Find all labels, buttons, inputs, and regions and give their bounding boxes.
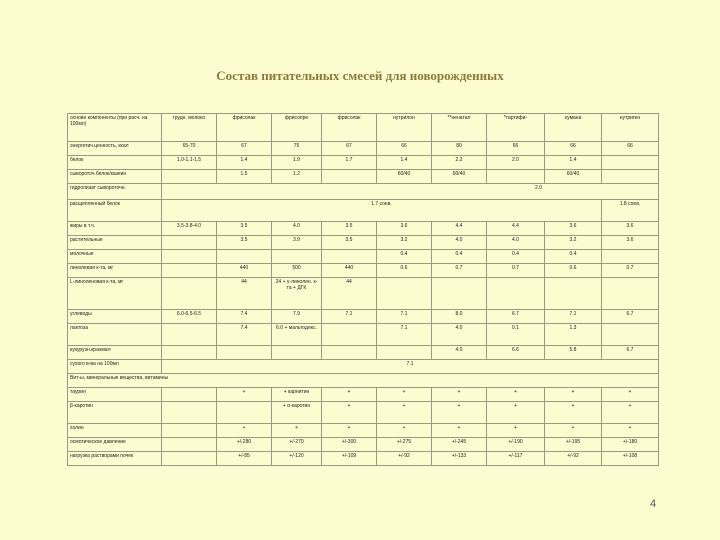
table-row [68, 200, 659, 222]
header-label: основн компоненты (при расч. на 100мл) [68, 114, 162, 142]
table-cell: 7.9 [272, 310, 322, 324]
table-cell: 24 + γ-линолен. к-та + ДГК [272, 278, 322, 310]
header-cell: фрисолак [322, 114, 377, 142]
table-cell: +/-300 [322, 438, 377, 452]
table-cell [602, 170, 659, 184]
table-cell: 66 [487, 142, 545, 156]
row-label: таурин [68, 388, 162, 402]
table-cell: +/-133 [432, 452, 487, 466]
table-cell [217, 346, 272, 360]
nutrition-table [67, 113, 659, 466]
table-cell: 3.5 [217, 236, 272, 250]
table-cell: 66 [602, 142, 659, 156]
table-cell: 6.0-6.5-6.5 [162, 310, 217, 324]
row-label: нагрузка растворами почек [68, 452, 162, 466]
table-cell: +/-92 [545, 452, 602, 466]
table-cell: 75 [272, 142, 322, 156]
table-cell [487, 170, 545, 184]
table-cell: 440 [322, 264, 377, 278]
page-number: 4 [650, 498, 657, 510]
row-label: линолевая к-та, мг [68, 264, 162, 278]
header-cell: грудн. молоко [162, 114, 217, 142]
table-cell: + [602, 424, 659, 438]
table-cell: 2.0 [487, 156, 545, 170]
table-cell: 4.0 [432, 346, 487, 360]
table-cell: +/-120 [272, 452, 322, 466]
table-cell [322, 324, 377, 346]
table-cell [162, 236, 217, 250]
header-cell: хумана [545, 114, 602, 142]
table-cell: + [487, 402, 545, 424]
table-cell: 67 [217, 142, 272, 156]
table-row [68, 360, 659, 374]
table-cell: + [322, 424, 377, 438]
table-cell: +/-280 [217, 438, 272, 452]
table-cell: 60/40 [432, 170, 487, 184]
table-cell: + [545, 402, 602, 424]
table-cell: 80 [432, 142, 487, 156]
table-cell [272, 250, 322, 264]
table-row [68, 402, 659, 424]
table-cell: 5.8 [545, 346, 602, 360]
table-row [68, 388, 659, 402]
table-cell: 4.0 [487, 236, 545, 250]
row-label: осмотическое давление [68, 438, 162, 452]
table-cell: +/-270 [272, 438, 322, 452]
table-cell: 3.5-3.8-4.0 [162, 222, 217, 236]
table-cell: 4.4 [487, 222, 545, 236]
table-cell: 3.5 [322, 236, 377, 250]
table-row [68, 374, 659, 388]
row-label: сывороточ.белок/казеин [68, 170, 162, 184]
table-cell: +/-245 [432, 438, 487, 452]
table-row [68, 250, 659, 264]
row-label: молочные [68, 250, 162, 264]
table-cell: + [272, 424, 322, 438]
table-cell: 1.9 [272, 156, 322, 170]
table-cell: 6.7 [602, 346, 659, 360]
header-cell: нутрилон [377, 114, 432, 142]
table-cell: 7.1 [162, 360, 659, 374]
table-cell: 3.2 [545, 236, 602, 250]
table-cell: 1.5 [217, 170, 272, 184]
table-cell: 6.7 [602, 310, 659, 324]
table-cell: 7.4 [217, 310, 272, 324]
table-cell [545, 278, 602, 310]
header-cell: фрисолак [217, 114, 272, 142]
table-cell: 3.6 [602, 236, 659, 250]
header-cell: **ненатал [432, 114, 487, 142]
table-row [68, 222, 659, 236]
table-cell: 3.6 [545, 222, 602, 236]
header-cell: нутриген [602, 114, 659, 142]
table-cell: + [377, 388, 432, 402]
table-cell: + [602, 388, 659, 402]
table-cell [377, 278, 432, 310]
table-row [68, 184, 659, 200]
table-cell: + [432, 402, 487, 424]
table-cell: 7.1 [322, 310, 377, 324]
table-cell [602, 250, 659, 264]
row-label: энергетич.ценность, ккал [68, 142, 162, 156]
table-cell: 4.0 [272, 222, 322, 236]
table-cell [217, 402, 272, 424]
table-cell [432, 278, 487, 310]
row-label: жиры в т.ч. [68, 222, 162, 236]
table-cell [162, 438, 217, 452]
table-cell: + [217, 424, 272, 438]
table-cell: 1.2 [272, 170, 322, 184]
table-cell: 7.4 [217, 324, 272, 346]
table-cell [602, 156, 659, 170]
table-cell: 67 [322, 142, 377, 156]
table-cell: + [487, 388, 545, 402]
table-cell: + [545, 388, 602, 402]
table-cell: 6.6 [487, 346, 545, 360]
table-cell [322, 346, 377, 360]
table-cell: 6.0 + мальтодекс. [272, 324, 322, 346]
table-row [68, 324, 659, 346]
header-cell: *тартифи- [487, 114, 545, 142]
table-cell [162, 388, 217, 402]
table-cell [602, 324, 659, 346]
table-cell: 3.5 [217, 222, 272, 236]
section-heading: Вит-ы, минеральные вещества, витамины [68, 374, 659, 388]
table-row [68, 156, 659, 170]
table-cell: + α-каротин [272, 402, 322, 424]
row-label: кукурузн.крахмал [68, 346, 162, 360]
table-cell: 1.4 [377, 156, 432, 170]
table-cell: 1.0-1.1-1.5 [162, 156, 217, 170]
row-label: холин [68, 424, 162, 438]
table-cell: + [322, 388, 377, 402]
table-cell: + [602, 402, 659, 424]
table-cell: + [377, 424, 432, 438]
table-cell [162, 250, 217, 264]
table-cell [487, 278, 545, 310]
table-cell: 3.9 [272, 236, 322, 250]
table-cell: + [545, 424, 602, 438]
page-title: Состав питательных смесей для новорожденных [216, 68, 504, 83]
table-cell: 0.4 [432, 250, 487, 264]
row-label: L-линоленовая к-та, мг [68, 278, 162, 310]
table-cell: + [432, 424, 487, 438]
table-cell: 1.7 соев. [162, 200, 602, 222]
table-cell: 0.4 [545, 250, 602, 264]
table-cell: +/-108 [602, 452, 659, 466]
table-row [68, 142, 659, 156]
table-cell [322, 170, 377, 184]
table-cell: 2.0 [162, 184, 659, 200]
table-cell: +/-190 [487, 438, 545, 452]
table-cell: 1.8 соев. [602, 200, 659, 222]
table-cell: 3.6 [377, 222, 432, 236]
header-cell: фрисопре [272, 114, 322, 142]
row-label: белок [68, 156, 162, 170]
row-label: сухого в-ва на 100мл [68, 360, 162, 374]
table-cell: 1.4 [217, 156, 272, 170]
table-cell: 65-70 [162, 142, 217, 156]
table-cell: +/-92 [377, 452, 432, 466]
row-label: гидролизат сывороточн. [68, 184, 162, 200]
table-cell: 7.1 [377, 310, 432, 324]
table-cell: 2.2 [432, 156, 487, 170]
table-cell [272, 346, 322, 360]
table-cell: 0.7 [487, 264, 545, 278]
table-cell: 0.4 [487, 250, 545, 264]
table-cell: 0.4 [377, 250, 432, 264]
table-row [68, 346, 659, 360]
table-cell: 6.7 [487, 310, 545, 324]
table-cell: 3.5 [322, 222, 377, 236]
row-label: лактоза [68, 324, 162, 346]
table-cell: 44 [217, 278, 272, 310]
table-cell: 44 [322, 278, 377, 310]
table-cell: 60/40 [377, 170, 432, 184]
table-cell: +/-275 [377, 438, 432, 452]
table-cell: 1.4 [545, 156, 602, 170]
table-cell: 0.1 [487, 324, 545, 346]
table-row [68, 236, 659, 250]
table-row [68, 170, 659, 184]
table-cell: + [322, 402, 377, 424]
table-row [68, 310, 659, 324]
table-cell [377, 346, 432, 360]
table-cell: 0.6 [377, 264, 432, 278]
table-cell [162, 264, 217, 278]
table-cell [322, 250, 377, 264]
table-cell: + карнитин [272, 388, 322, 402]
table-cell: 4.4 [432, 222, 487, 236]
table-cell: 0.7 [432, 264, 487, 278]
table-cell: 66 [545, 142, 602, 156]
row-label: углеводы [68, 310, 162, 324]
table-cell: + [487, 424, 545, 438]
table-cell: 7.1 [545, 310, 602, 324]
table-cell: +/-180 [602, 438, 659, 452]
table-cell: 0.6 [545, 264, 602, 278]
table-cell [162, 424, 217, 438]
table-row [68, 264, 659, 278]
table-cell [162, 402, 217, 424]
row-label: растительные [68, 236, 162, 250]
table-cell: +/-117 [487, 452, 545, 466]
table-cell: 440 [217, 264, 272, 278]
table-cell: 8.0 [432, 310, 487, 324]
table-cell: 4.0 [432, 236, 487, 250]
table-cell: 66 [377, 142, 432, 156]
table-cell [162, 170, 217, 184]
table-cell: 1.3 [545, 324, 602, 346]
table-cell: 1.7 [322, 156, 377, 170]
table-cell [162, 278, 217, 310]
table-cell: 3.2 [377, 236, 432, 250]
table-row [68, 424, 659, 438]
table-cell: + [217, 388, 272, 402]
table-cell [162, 346, 217, 360]
table-cell: 500 [272, 264, 322, 278]
table-cell: +/-195 [545, 438, 602, 452]
row-label: β-каротин [68, 402, 162, 424]
table-cell [217, 250, 272, 264]
table-cell: + [432, 388, 487, 402]
table-cell: +/-85 [217, 452, 272, 466]
table-cell: 7.1 [377, 324, 432, 346]
table-cell: 4.0 [432, 324, 487, 346]
table-cell: +/-109 [322, 452, 377, 466]
table-cell: 60/40 [545, 170, 602, 184]
row-label: расщепленный белок [68, 200, 162, 222]
table-cell [162, 324, 217, 346]
table-row [68, 452, 659, 466]
table-cell [602, 278, 659, 310]
table-cell: 0.7 [602, 264, 659, 278]
table-cell: + [377, 402, 432, 424]
table-cell: 3.6 [602, 222, 659, 236]
header-row [68, 114, 659, 142]
table-row [68, 278, 659, 310]
table-cell [162, 452, 217, 466]
table-row [68, 438, 659, 452]
